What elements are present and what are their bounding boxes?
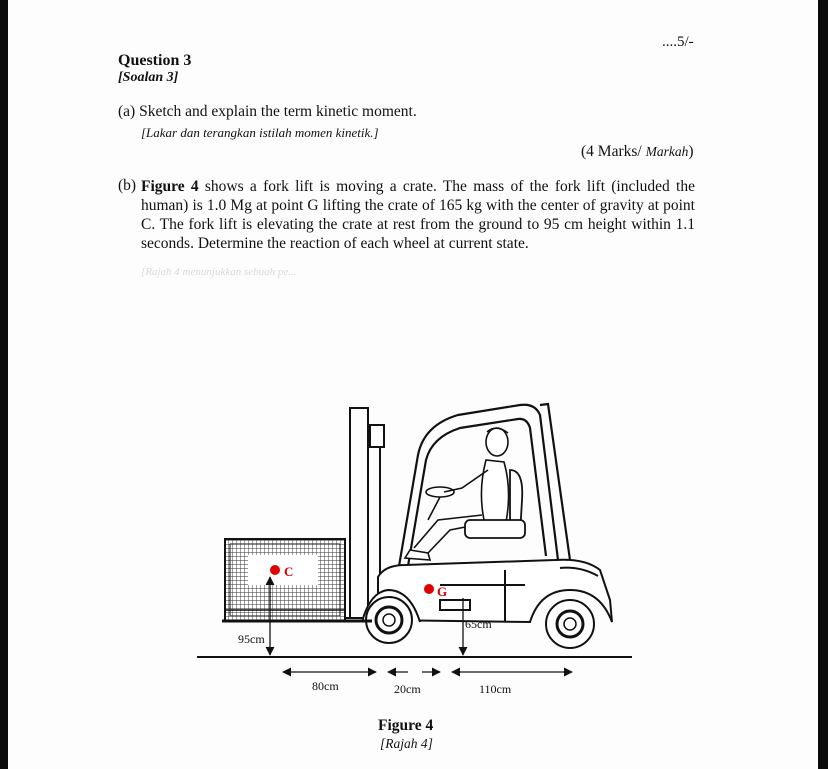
part-b-faded-translation: [Rajah 4 menunjukkan sebuah pe... xyxy=(141,266,297,278)
part-a-translation: [Lakar dan terangkan istilah momen kinetik.] xyxy=(141,125,379,140)
front-wheel xyxy=(366,597,412,643)
dimension-110cm-label: 110cm xyxy=(479,682,512,696)
part-a-text: Sketch and explain the term kinetic moment. xyxy=(139,103,417,120)
point-g-label: G xyxy=(437,584,448,599)
rear-wheel xyxy=(546,600,594,648)
question-title-translation: [Soalan 3] xyxy=(118,70,179,85)
question-title: Question 3 xyxy=(118,52,192,69)
crate xyxy=(225,539,345,621)
figure-reference: Figure 4 xyxy=(141,178,199,195)
dimension-65cm-label: 65cm xyxy=(465,617,492,631)
point-c-dot xyxy=(270,565,280,575)
part-a-label: (a) xyxy=(118,103,136,120)
part-a-marks: (4 Marks/ Markah) xyxy=(581,143,694,160)
dimension-80cm-label: 80cm xyxy=(312,679,339,693)
dimension-20cm-label: 20cm xyxy=(394,682,421,696)
figure-title: Figure 4 xyxy=(378,717,434,734)
figure-title-translation: [Rajah 4] xyxy=(380,736,433,751)
point-c-label: C xyxy=(284,564,294,579)
dimension-95cm-label: 95cm xyxy=(238,632,265,646)
part-b-label: (b) xyxy=(118,177,137,194)
page-number: ....5/- xyxy=(662,34,694,50)
part-b-text: Figure 4 shows a fork lift is moving a crate. The mass of the fork lift (included the human) is 1.0 Mg at point G lifting the crate of 165 kg with the center of gravity at point C. The fork lift is elevating the crate at rest from the ground to 95 cm height within 1.1 seconds. Determine the reaction of each wheel at current state. xyxy=(141,178,695,252)
point-g-dot xyxy=(424,584,434,594)
